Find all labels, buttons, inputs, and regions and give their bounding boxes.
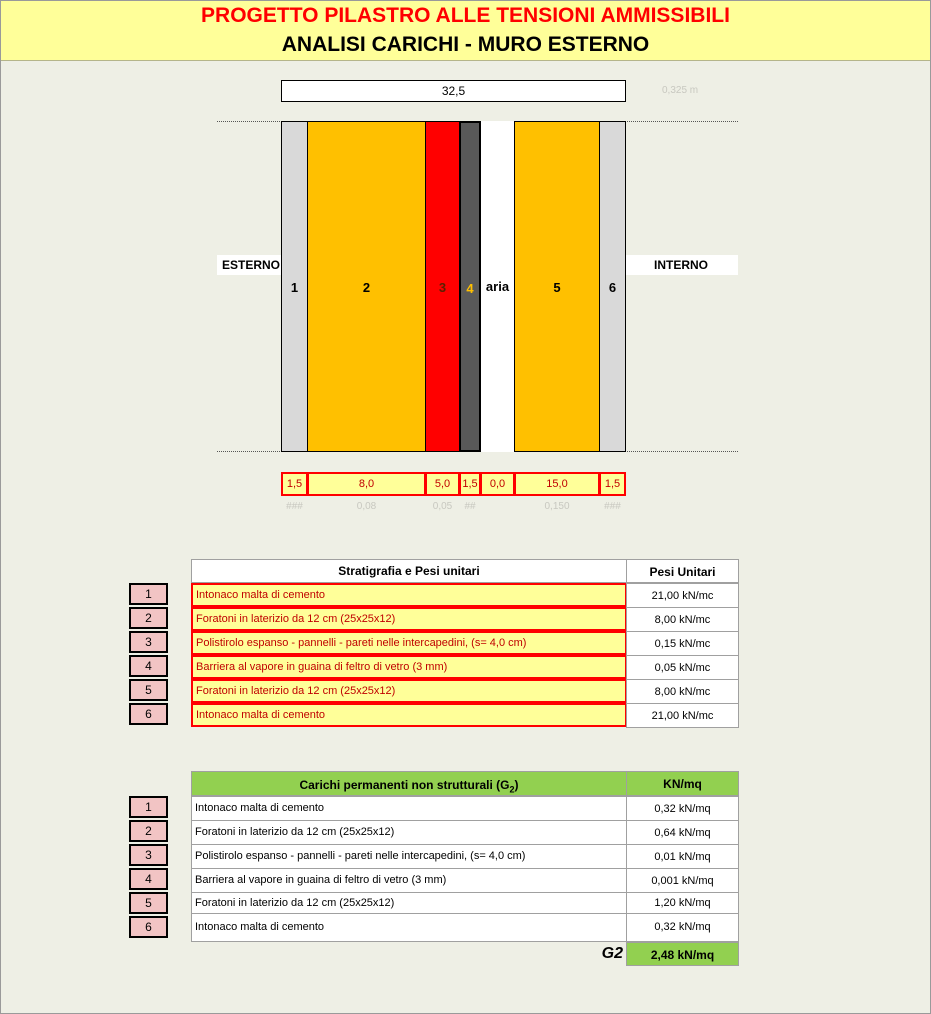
strat-row-desc-5[interactable]: Foratoni in laterizio da 12 cm (25x25x12): [191, 679, 627, 703]
strat-row-num-6: 6: [129, 703, 168, 725]
loads-row-val-1: 0,32 kN/mq: [626, 796, 739, 821]
loads-row-val-6: 0,32 kN/mq: [626, 913, 739, 942]
total-thickness-m: 0,325 m: [662, 85, 699, 96]
thickness-input-3[interactable]: 5,0: [425, 472, 460, 496]
layer-number: 6: [608, 280, 617, 295]
strat-row-desc-1[interactable]: Intonaco malta di cemento: [191, 583, 627, 607]
strat-row-desc-3[interactable]: Polistirolo espanso - pannelli - pareti nelle intercapedini, (s= 4,0 cm): [191, 631, 627, 655]
thickness-m-4: ##: [464, 501, 476, 512]
loads-row-num-2: 2: [129, 820, 168, 842]
loads-row-desc-3: Polistirolo espanso - pannelli - pareti nelle intercapedini, (s= 4,0 cm): [191, 844, 627, 869]
loads-row-desc-4: Barriera al vapore in guaina di feltro di vetro (3 mm): [191, 868, 627, 893]
thickness-m-2: 0,08: [356, 501, 377, 512]
strat-row-val-1: 21,00 kN/mc: [626, 583, 739, 608]
strat-row-desc-2[interactable]: Foratoni in laterizio da 12 cm (25x25x12): [191, 607, 627, 631]
total-value-g2: 2,48 kN/mq: [626, 942, 739, 966]
strat-row-desc-4[interactable]: Barriera al vapore in guaina di feltro di vetro (3 mm): [191, 655, 627, 679]
esterno-label: ESTERNO: [217, 255, 281, 275]
layer-number: aria: [485, 279, 510, 294]
interno-label: INTERNO: [626, 255, 738, 275]
strat-header-desc: Stratigrafia e Pesi unitari: [191, 559, 627, 583]
loads-row-desc-2: Foratoni in laterizio da 12 cm (25x25x12): [191, 820, 627, 845]
loads-row-num-6: 6: [129, 916, 168, 938]
wall-layer-1: [281, 121, 308, 452]
loads-row-num-5: 5: [129, 892, 168, 914]
layer-number: 2: [362, 280, 371, 295]
strat-row-num-3: 3: [129, 631, 168, 653]
thickness-input-1[interactable]: 1,5: [281, 472, 308, 496]
wall-layer-5: [514, 121, 600, 452]
loads-row-val-3: 0,01 kN/mq: [626, 844, 739, 869]
thickness-m-3: 0,05: [432, 501, 453, 512]
loads-row-desc-5: Foratoni in laterizio da 12 cm (25x25x12): [191, 892, 627, 914]
thickness-m-6: ###: [604, 501, 621, 512]
wall-layer-2: [307, 121, 426, 452]
wall-layer-6: [599, 121, 626, 452]
strat-row-val-5: 8,00 kN/mc: [626, 679, 739, 704]
wall-layer-air: [480, 121, 515, 452]
total-thickness-cell[interactable]: 32,5: [281, 80, 626, 102]
strat-row-val-3: 0,15 kN/mc: [626, 631, 739, 656]
layer-number: 3: [438, 280, 447, 295]
header: [1, 1, 930, 61]
thickness-input-5[interactable]: 15,0: [514, 472, 600, 496]
layer-number: 1: [290, 280, 299, 295]
loads-header-val: KN/mq: [626, 771, 739, 796]
loads-row-val-5: 1,20 kN/mq: [626, 892, 739, 914]
loads-header-close: ): [514, 778, 519, 792]
strat-row-val-4: 0,05 kN/mc: [626, 655, 739, 680]
strat-row-desc-6[interactable]: Intonaco malta di cemento: [191, 703, 627, 727]
thickness-m-1: ###: [286, 501, 303, 512]
wall-layer-4: [459, 121, 481, 452]
page-title: PROGETTO PILASTRO ALLE TENSIONI AMMISSIBILI: [201, 4, 730, 27]
strat-row-num-1: 1: [129, 583, 168, 605]
thickness-input-4[interactable]: 1,5: [459, 472, 481, 496]
loads-header-text: Carichi permanenti non strutturali (G: [299, 778, 510, 792]
strat-row-num-5: 5: [129, 679, 168, 701]
layer-number: 5: [553, 280, 561, 295]
loads-row-num-4: 4: [129, 868, 168, 890]
thickness-input-6[interactable]: 1,5: [599, 472, 626, 496]
loads-header-desc: [191, 771, 627, 796]
strat-header-val: Pesi Unitari: [626, 559, 739, 583]
loads-row-val-2: 0,64 kN/mq: [626, 820, 739, 845]
page-subtitle: ANALISI CARICHI - MURO ESTERNO: [281, 33, 650, 56]
strat-row-val-6: 21,00 kN/mc: [626, 703, 739, 728]
strat-row-val-2: 8,00 kN/mc: [626, 607, 739, 632]
loads-row-desc-1: Intonaco malta di cemento: [191, 796, 627, 821]
wall-layer-3: [425, 121, 460, 452]
thickness-input-2[interactable]: 8,0: [307, 472, 426, 496]
loads-row-num-1: 1: [129, 796, 168, 818]
thickness-m-5: 0,150: [544, 501, 570, 512]
loads-row-desc-6: Intonaco malta di cemento: [191, 913, 627, 942]
thickness-input-air[interactable]: 0,0: [480, 472, 515, 496]
strat-row-num-2: 2: [129, 607, 168, 629]
loads-header-subscript: 2: [509, 784, 515, 795]
loads-row-num-3: 3: [129, 844, 168, 866]
loads-row-val-4: 0,001 kN/mq: [626, 868, 739, 893]
total-label-g2: G2: [601, 945, 623, 962]
layer-number: 4: [466, 281, 474, 296]
strat-row-num-4: 4: [129, 655, 168, 677]
